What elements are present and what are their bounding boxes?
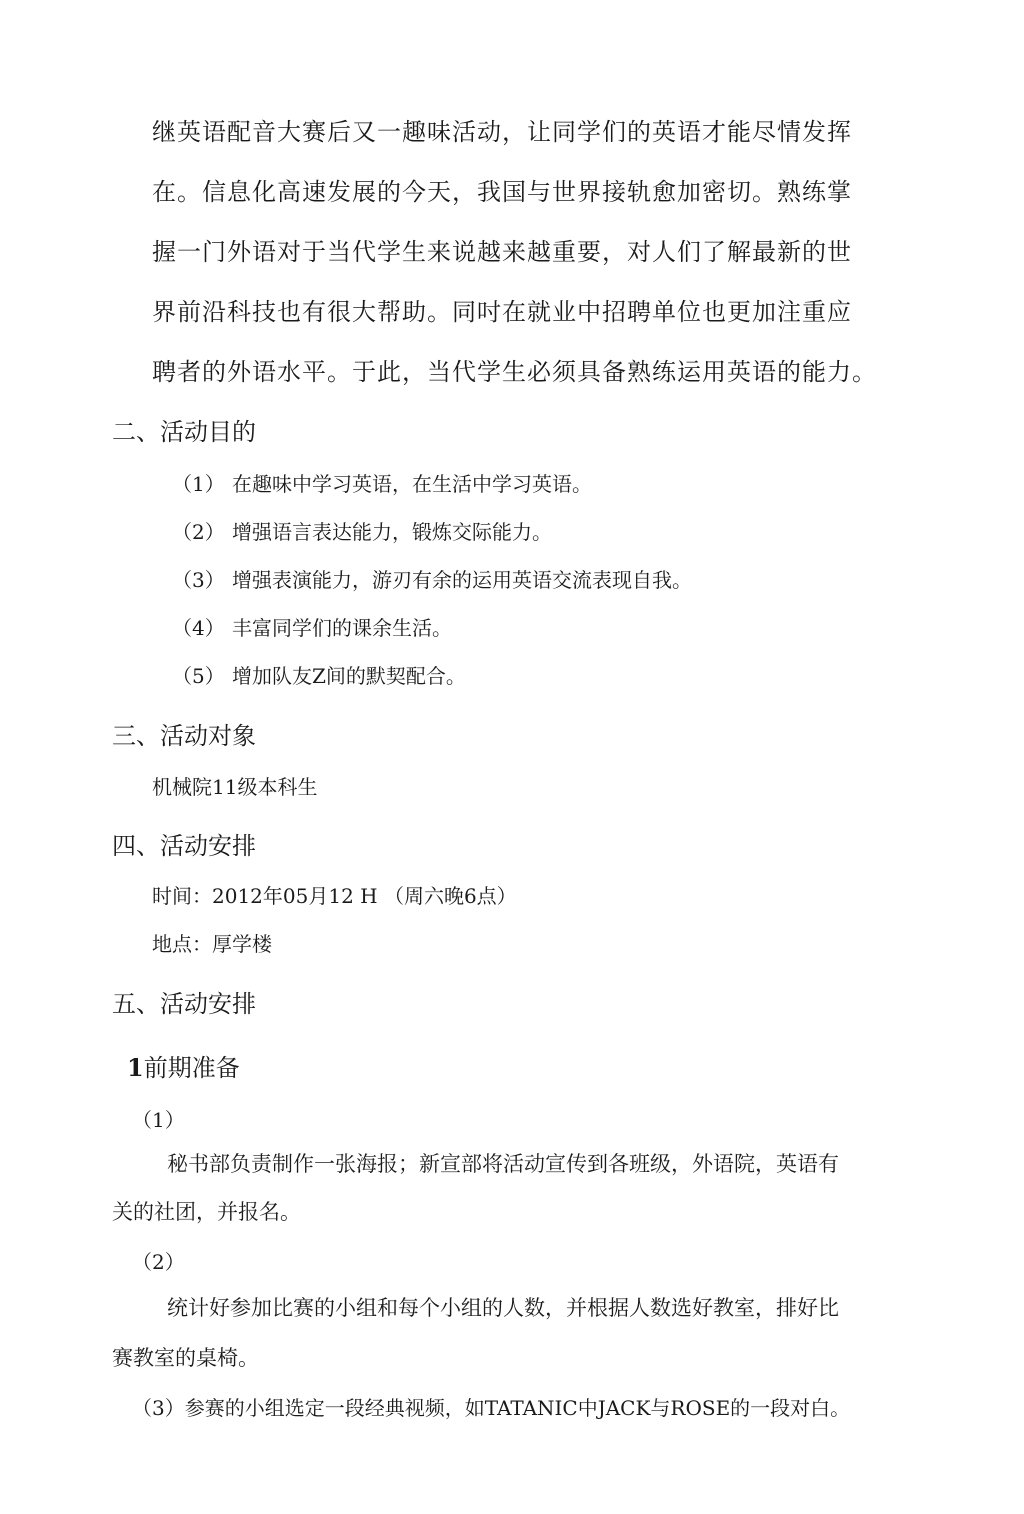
goal-item: [172, 564, 692, 593]
section-heading-goals: 二、活动目的: [112, 418, 256, 446]
intro-line-5: 聘者的外语水平。于此，当代学生必须具备熟练运用英语的能力。: [152, 358, 877, 386]
audience-text: 机械院11级本科生: [152, 775, 318, 799]
goal-item: [172, 516, 552, 545]
goal-text: 在趣味中学习英语，在生活中学习英语。: [232, 472, 592, 496]
goal-text: 丰富同学们的课余生活。: [232, 616, 452, 640]
intro-line-3: 握一门外语对于当代学生来说越来越重要，对人们了解最新的世: [152, 238, 852, 266]
item-3-text: （3）参赛的小组选定一段经典视频，如TATANIC中JACK与ROSE的一段对白。: [132, 1396, 851, 1420]
goal-number: （2）: [172, 520, 225, 544]
goal-item: [172, 468, 592, 497]
item-text-line: 秘书部负责制作一张海报；新宣部将活动宣传到各班级，外语院，英语有: [167, 1152, 839, 1176]
section-heading-schedule: 四、活动安排: [112, 832, 256, 860]
goal-text: 增强语言表达能力，锻炼交际能力。: [232, 520, 552, 544]
goal-number: （1）: [172, 472, 225, 496]
goal-number: （3）: [172, 568, 225, 592]
item-number: （1）: [132, 1108, 185, 1132]
section-heading-audience: 三、活动对象: [112, 722, 256, 750]
goal-text: 增强表演能力，游刃有余的运用英语交流表现自我。: [232, 568, 692, 592]
intro-line-2: 在。信息化高速发展的今天，我国与世界接轨愈加密切。熟练掌: [152, 178, 852, 206]
subsection-title: [127, 1048, 240, 1083]
subsection-number: 1: [127, 1053, 144, 1082]
goal-item: [172, 612, 452, 641]
item-text-line: 统计好参加比赛的小组和每个小组的人数，并根据人数选好教室，排好比: [167, 1296, 839, 1320]
goal-item: [172, 660, 466, 689]
goal-text: 增加队友Z间的默契配合。: [232, 664, 466, 688]
intro-line-1: 继英语配音大赛后又一趣味活动，让同学们的英语才能尽情发挥: [152, 118, 852, 146]
item-text-line: 赛教室的桌椅。: [112, 1346, 259, 1370]
event-time: 时间：2012年05月12 H （周六晚6点）: [152, 884, 517, 908]
item-number: （2）: [132, 1250, 185, 1274]
item-text-line: 关的社团，并报名。: [112, 1200, 301, 1224]
goal-number: （5）: [172, 664, 225, 688]
intro-line-4: 界前沿科技也有很大帮助。同吋在就业中招聘单位也更加注重应: [152, 298, 852, 326]
goal-number: （4）: [172, 616, 225, 640]
event-place: 地点：厚学楼: [152, 932, 272, 956]
subsection-label: 前期准备: [143, 1054, 240, 1082]
section-heading-arrangement: 五、活动安排: [112, 990, 256, 1018]
